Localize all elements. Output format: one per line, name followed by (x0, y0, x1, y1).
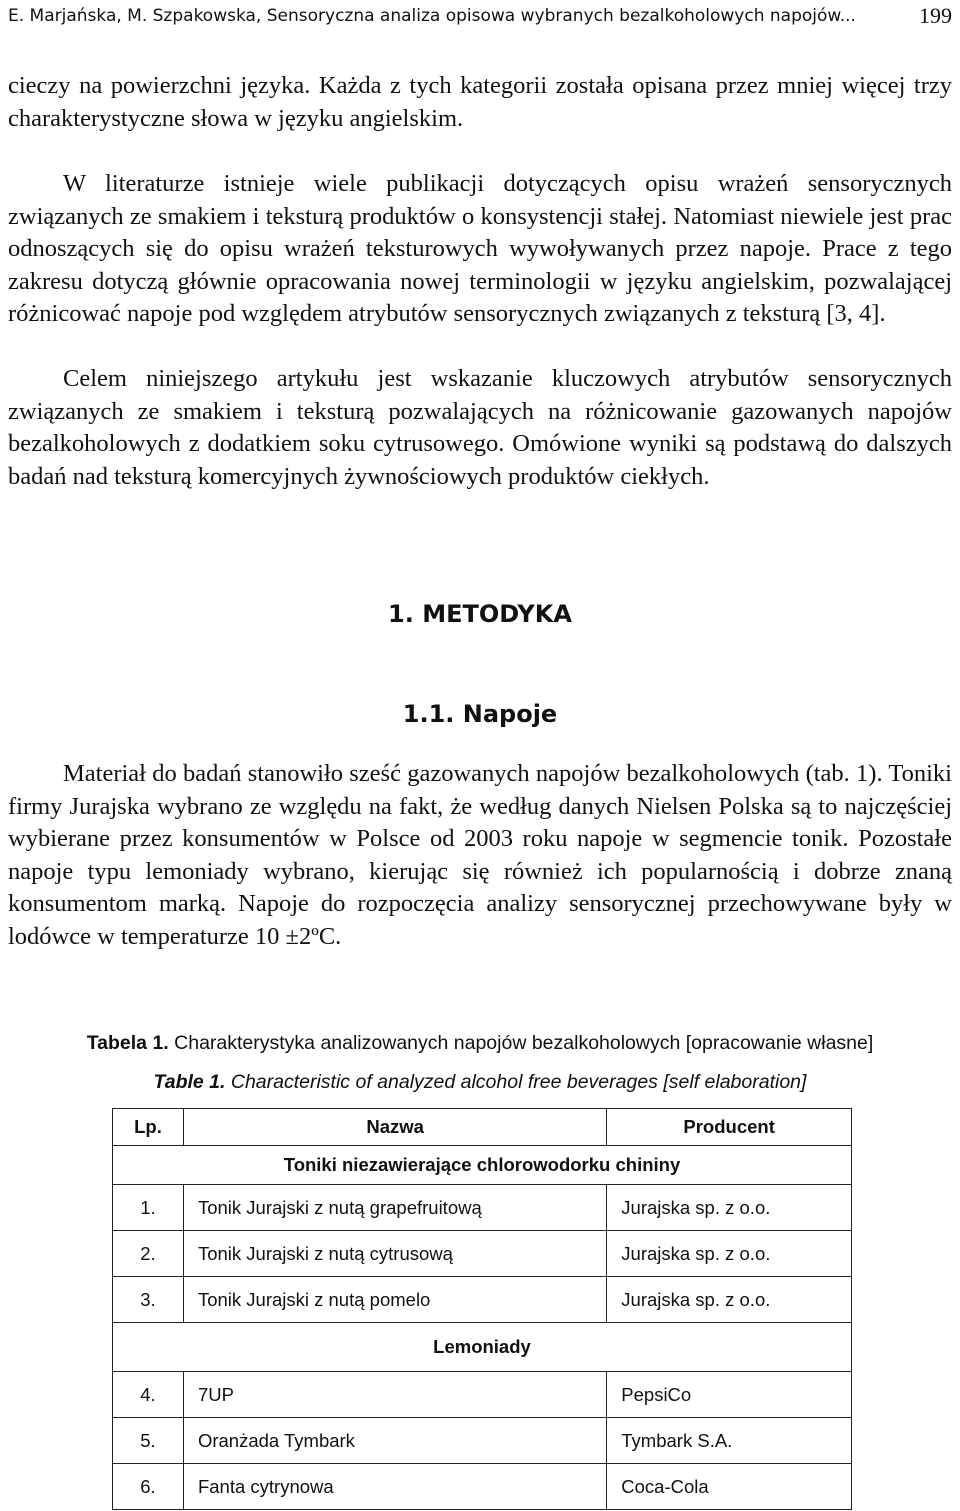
row-name: Tonik Jurajski z nutą pomelo (183, 1277, 606, 1323)
running-title: E. Marjańska, M. Szpakowska, Sensoryczna analiza opisowa wybranych bezalkoholowych napojów... (8, 6, 856, 26)
table-caption-english (0, 1068, 960, 1096)
running-header (8, 2, 952, 30)
table-header-row (113, 1109, 852, 1146)
group-label-tonics: Toniki niezawierające chlorowodorku chininy (113, 1146, 852, 1185)
header-lp: Lp. (113, 1109, 184, 1146)
group-label-lemonades: Lemoniady (113, 1323, 852, 1372)
row-name: 7UP (183, 1372, 606, 1418)
table-group-row (113, 1323, 852, 1372)
row-producer: PepsiCo (607, 1372, 852, 1418)
paragraph-literature: W literaturze istnieje wiele publikacji dotyczących opisu wrażeń sensorycznych związanych ze smakiem i teksturą produktów o konsystencji stałej. Natomiast niewiele jest prac odnoszących się do opisu wrażeń teksturowych wywoływanych przez napoje. Prace z tego zakresu dotyczą głównie opracowania nowej terminologii w języku angielskim, pozwalającej różnicować napoje pod względem atrybutów sensorycznych związanych z teksturą [3, 4]. (8, 170, 952, 328)
row-name: Tonik Jurajski z nutą grapefruitową (183, 1185, 606, 1231)
table-caption-polish (0, 1029, 960, 1057)
row-lp: 3. (113, 1277, 184, 1323)
row-producer: Jurajska sp. z o.o. (607, 1185, 852, 1231)
row-name: Tonik Jurajski z nutą cytrusową (183, 1231, 606, 1277)
row-lp: 5. (113, 1418, 184, 1464)
row-producer: Tymbark S.A. (607, 1418, 852, 1464)
table-row (113, 1464, 852, 1510)
table-row (113, 1185, 852, 1231)
beverages-table (112, 1108, 852, 1510)
table-row (113, 1231, 852, 1277)
row-lp: 2. (113, 1231, 184, 1277)
table-caption-english-label: Table 1. (153, 1071, 226, 1093)
row-lp: 1. (113, 1185, 184, 1231)
table-group-row (113, 1146, 852, 1185)
row-producer: Jurajska sp. z o.o. (607, 1277, 852, 1323)
page-number: 199 (919, 3, 952, 28)
table-caption-polish-label: Tabela 1. (86, 1032, 169, 1054)
row-producer: Coca-Cola (607, 1464, 852, 1510)
row-name: Oranżada Tymbark (183, 1418, 606, 1464)
header-name: Nazwa (183, 1109, 606, 1146)
paragraph-material: Materiał do badań stanowiło sześć gazowanych napojów bezalkoholowych (tab. 1). Toniki firmy Jurajska wybrano ze względu na fakt, że według danych Nielsen Polska są to najczęściej wybierane przez konsumentów w Polsce od 2003 roku napoje w segmencie tonik. Pozostałe napoje typu lemoniady wybrano, kierując się również ich popularnością i dobrze znaną konsumentom marką. Napoje do rozpoczęcia analizy sensorycznej przechowywane były w lodówce w temperaturze 10 ±2ºC. (8, 760, 952, 950)
paragraph-continuation: cieczy na powierzchni języka. Każda z tych kategorii została opisana przez mniej więcej trzy charakterystyczne słowa w języku angielskim. (8, 72, 952, 132)
row-name: Fanta cytrynowa (183, 1464, 606, 1510)
table-row (113, 1277, 852, 1323)
table-row (113, 1372, 852, 1418)
table-caption-polish-text: Charakterystyka analizowanych napojów bezalkoholowych [opracowanie własne] (174, 1032, 874, 1054)
row-lp: 4. (113, 1372, 184, 1418)
table-row (113, 1418, 852, 1464)
header-producer: Producent (607, 1109, 852, 1146)
row-lp: 6. (113, 1464, 184, 1510)
section-heading: 1. METODYKA (388, 600, 572, 628)
table-caption-english-text: Characteristic of analyzed alcohol free beverages [self elaboration] (230, 1071, 807, 1093)
paragraph-aim: Celem niniejszego artykułu jest wskazanie kluczowych atrybutów sensorycznych związanych ze smakiem i teksturą pozwalających na różnicowanie gazowanych napojów bezalkoholowych z dodatkiem soku cytrusowego. Omówione wyniki są podstawą do dalszych badań nad teksturą komercyjnych żywnościowych produktów ciekłych. (8, 365, 952, 490)
subsection-heading: 1.1. Napoje (402, 700, 558, 728)
row-producer: Jurajska sp. z o.o. (607, 1231, 852, 1277)
